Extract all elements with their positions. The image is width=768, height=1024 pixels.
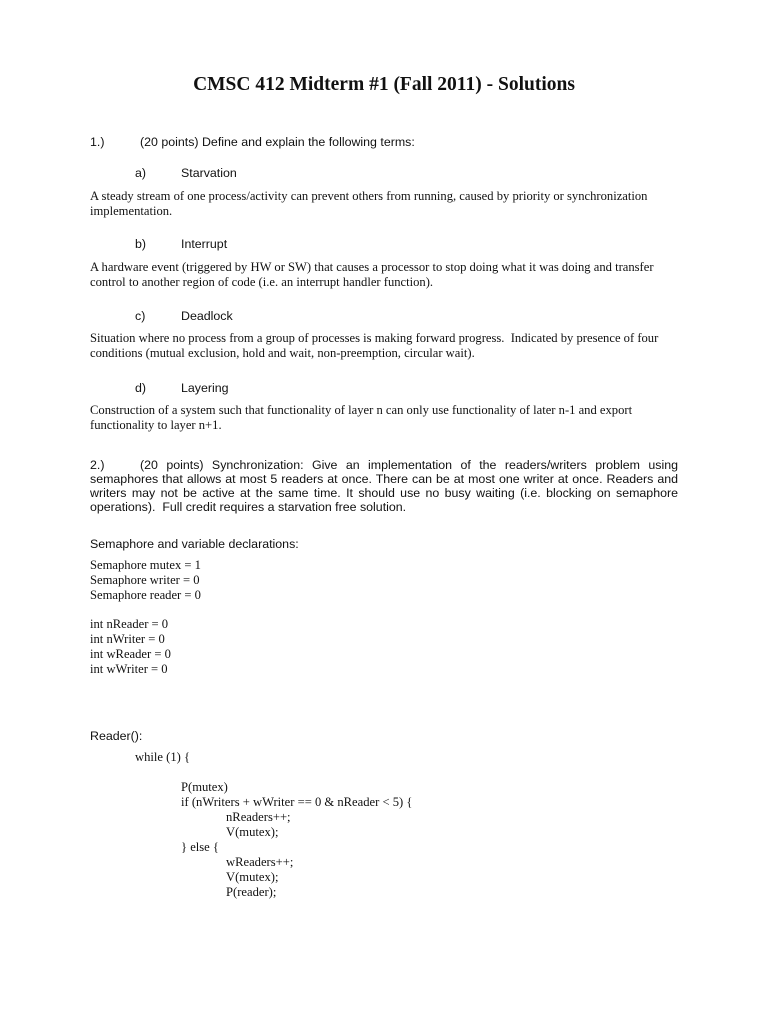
q1a-term: Starvation [181,166,237,180]
variable-declaration: int nReader = 0 [90,617,169,631]
q1c-term: Deadlock [181,309,233,323]
code-line: wReaders++; [226,855,294,869]
q1b-answer-line: control to another region of code (i.e. an interrupt handler function). [90,275,434,289]
q2-prompt-line: operations). Full credit requires a starvation free solution. [90,500,407,514]
code-line: if (nWriters + wWriter == 0 & nReader < 5) { [181,795,413,809]
code-line: while (1) { [135,750,191,764]
q1c-answer-line: Situation where no process from a group of processes is making forward progress. Indicated by presence of four [90,331,659,345]
code-line: V(mutex); [226,825,279,839]
reader-heading: Reader(): [90,729,143,743]
q2-prompt-line: writers may not be active at the same time. It should use no busy waiting (i.e. blocking on semaphore [90,486,678,500]
q2-prompt-line: (20 points) Synchronization: Give an implementation of the readers/writers problem using [140,458,678,472]
q1-prompt: (20 points) Define and explain the following terms: [140,135,415,149]
semaphore-declaration: Semaphore writer = 0 [90,573,200,587]
q2-prompt-line: semaphores that allows at most 5 readers at once. There can be at most one writer at once. Readers and [90,472,678,486]
q1d-letter: d) [135,381,147,395]
semaphore-declaration: Semaphore mutex = 1 [90,558,201,572]
semaphore-declaration: Semaphore reader = 0 [90,588,201,602]
page-title: CMSC 412 Midterm #1 (Fall 2011) - Solutions [193,74,575,95]
q1d-answer-line: Construction of a system such that functionality of layer n can only use functionality of later n-1 and export [90,403,633,417]
code-line: P(reader); [226,885,277,899]
q1d-answer-line: functionality to layer n+1. [90,418,222,432]
q1b-letter: b) [135,237,147,251]
q1-number: 1.) [90,135,105,149]
q1a-letter: a) [135,166,147,180]
q2-number: 2.) [90,458,105,472]
q1b-answer-line: A hardware event (triggered by HW or SW) that causes a processor to stop doing what it was doing and transfer [90,260,654,274]
code-line: V(mutex); [226,870,279,884]
q1c-answer-line: conditions (mutual exclusion, hold and wait, non-preemption, circular wait). [90,346,475,360]
variable-declaration: int nWriter = 0 [90,632,165,646]
variable-declaration: int wWriter = 0 [90,662,168,676]
code-line: nReaders++; [226,810,291,824]
q1a-answer-line: A steady stream of one process/activity can prevent others from running, caused by priority or synchronization [90,189,648,203]
q1a-answer-line: implementation. [90,204,173,218]
q1d-term: Layering [181,381,229,395]
code-line: } else { [181,840,219,854]
code-line: P(mutex) [181,780,228,794]
q1b-term: Interrupt [181,237,228,251]
declarations-heading: Semaphore and variable declarations: [90,537,299,551]
q1c-letter: c) [135,309,146,323]
variable-declaration: int wReader = 0 [90,647,171,661]
